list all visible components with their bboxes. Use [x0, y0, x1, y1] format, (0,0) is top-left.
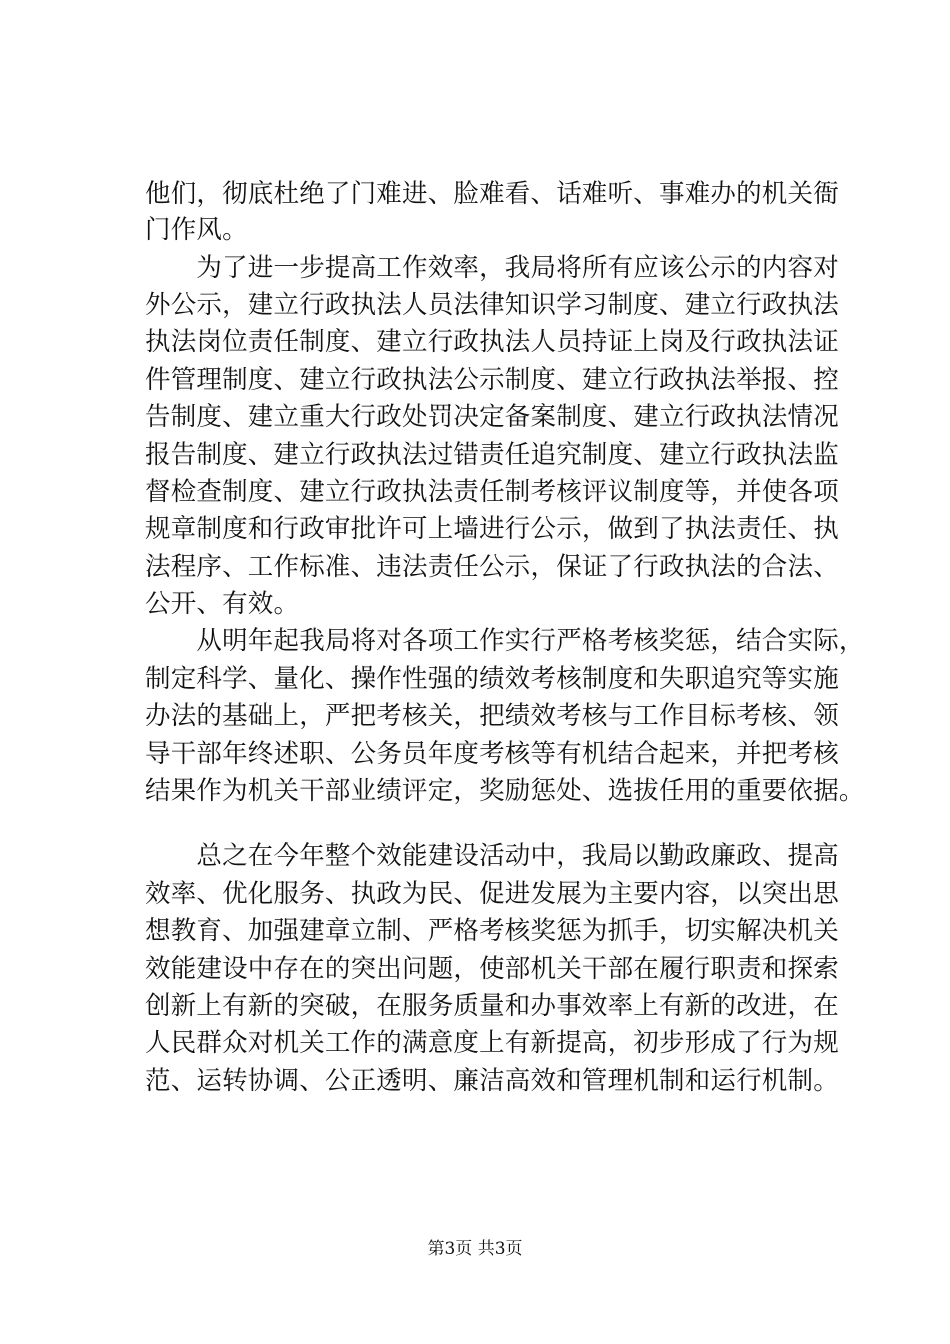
text-line: 告制度、建立重大行政处罚决定备案制度、建立行政执法情况: [145, 402, 839, 432]
text-line: 门作风。: [145, 215, 248, 245]
text-line: 结果作为机关干部业绩评定，奖励惩处、选拔任用的重要依据。: [145, 776, 865, 806]
text-line: 创新上有新的突破，在服务质量和办事效率上有新的改进，在: [145, 991, 839, 1021]
page-number: 第3页 共3页: [427, 1239, 523, 1259]
text-line: 法程序、工作标准、违法责任公示，保证了行政执法的合法、: [145, 552, 839, 582]
text-line: 督检查制度、建立行政执法责任制考核评议制度等，并使各项: [145, 477, 839, 507]
text-line: 人民群众对机关工作的满意度上有新提高，初步形成了行为规: [145, 1028, 839, 1058]
text-line: 他们，彻底杜绝了门难进、脸难看、话难听、事难办的机关衙: [145, 179, 839, 209]
text-line: 效率、优化服务、执政为民、促进发展为主要内容，以突出思: [145, 879, 839, 909]
text-line: 总之在今年整个效能建设活动中，我局以勤政廉政、提高: [145, 841, 839, 871]
text-line: 公开、有效。: [145, 589, 300, 619]
text-line: 范、运转协调、公正透明、廉洁高效和管理机制和运行机制。: [145, 1066, 839, 1096]
text-line: 外公示，建立行政执法人员法律知识学习制度、建立行政执法: [145, 290, 839, 320]
text-line: 制定科学、量化、操作性强的绩效考核制度和失职追究等实施: [145, 664, 839, 694]
text-line: 件管理制度、建立行政执法公示制度、建立行政执法举报、控: [145, 365, 839, 395]
text-line: 想教育、加强建章立制、严格考核奖惩为抓手，切实解决机关: [145, 916, 839, 946]
text-line: 办法的基础上，严把考核关，把绩效考核与工作目标考核、领: [145, 701, 839, 731]
text-line: 效能建设中存在的突出问题，使部机关干部在履行职责和探索: [145, 954, 839, 984]
text-line: 报告制度、建立行政执法过错责任追究制度、建立行政执法监: [145, 440, 839, 470]
text-line: 从明年起我局将对各项工作实行严格考核奖惩，结合实际，: [145, 626, 865, 656]
text-line: 规章制度和行政审批许可上墙进行公示，做到了执法责任、执: [145, 514, 839, 544]
text-line: 导干部年终述职、公务员年度考核等有机结合起来，并把考核: [145, 739, 839, 769]
text-line: 为了进一步提高工作效率，我局将所有应该公示的内容对: [145, 253, 839, 283]
text-line: 执法岗位责任制度、建立行政执法人员持证上岗及行政执法证: [145, 327, 839, 357]
